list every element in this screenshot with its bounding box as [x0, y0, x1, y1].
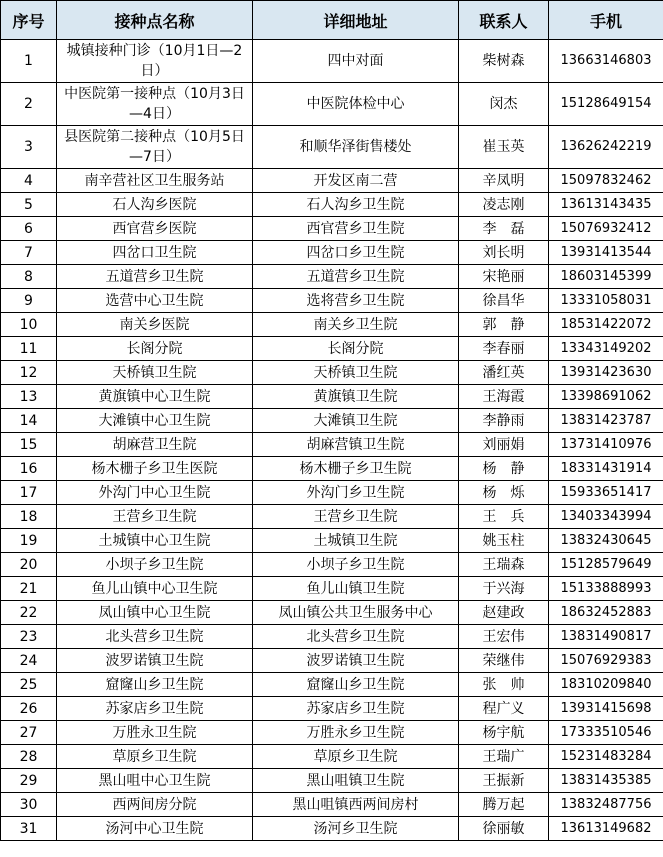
contact-person: 李春丽: [459, 337, 549, 361]
table-row: [1, 601, 663, 625]
phone-number: 13831423787: [549, 409, 663, 433]
header-site-name: 接种点名称: [57, 1, 253, 40]
contact-person: 李静雨: [459, 409, 549, 433]
site-name: 苏家店乡卫生院: [57, 697, 253, 721]
row-index: 30: [1, 793, 57, 817]
address: 大滩镇卫生院: [253, 409, 459, 433]
address: 四中对面: [253, 40, 459, 83]
contact-person: 程广义: [459, 697, 549, 721]
table-row: [1, 313, 663, 337]
phone-number: 13931415698: [549, 697, 663, 721]
table-row: [1, 625, 663, 649]
table-row: [1, 433, 663, 457]
site-name: 外沟门中心卫生院: [57, 481, 253, 505]
contact-person: 潘红英: [459, 361, 549, 385]
row-index: 3: [1, 126, 57, 169]
site-name: 汤河中心卫生院: [57, 817, 253, 841]
address: 黑山咀镇卫生院: [253, 769, 459, 793]
contact-person: 赵建政: [459, 601, 549, 625]
row-index: 9: [1, 289, 57, 313]
contact-person: 杨 烁: [459, 481, 549, 505]
table-row: [1, 169, 663, 193]
phone-number: 13831435385: [549, 769, 663, 793]
site-name: 土城镇中心卫生院: [57, 529, 253, 553]
site-name: 四岔口卫生院: [57, 241, 253, 265]
site-name: 鱼儿山镇中心卫生院: [57, 577, 253, 601]
phone-number: 13832487756: [549, 793, 663, 817]
header-phone: 手机: [549, 1, 663, 40]
address: 汤河乡卫生院: [253, 817, 459, 841]
row-index: 16: [1, 457, 57, 481]
site-name: 石人沟乡医院: [57, 193, 253, 217]
site-name: 胡麻营卫生院: [57, 433, 253, 457]
row-index: 10: [1, 313, 57, 337]
table-row: [1, 289, 663, 313]
phone-number: 15231483284: [549, 745, 663, 769]
row-index: 7: [1, 241, 57, 265]
site-name: 窟窿山乡卫生院: [57, 673, 253, 697]
contact-person: 辛凤明: [459, 169, 549, 193]
table-row: [1, 385, 663, 409]
address: 石人沟乡卫生院: [253, 193, 459, 217]
phone-number: 18310209840: [549, 673, 663, 697]
row-index: 18: [1, 505, 57, 529]
table-row: [1, 577, 663, 601]
contact-person: 王振新: [459, 769, 549, 793]
header-row: [1, 1, 663, 40]
contact-person: 徐丽敏: [459, 817, 549, 841]
site-name: 杨木栅子乡卫生医院: [57, 457, 253, 481]
phone-number: 13626242219: [549, 126, 663, 169]
contact-person: 徐昌华: [459, 289, 549, 313]
site-name: 北头营乡卫生院: [57, 625, 253, 649]
address: 杨木栅子乡卫生院: [253, 457, 459, 481]
address: 南关乡卫生院: [253, 313, 459, 337]
contact-person: 崔玉英: [459, 126, 549, 169]
phone-number: 15097832462: [549, 169, 663, 193]
address: 鱼儿山镇卫生院: [253, 577, 459, 601]
site-name: 万胜永卫生院: [57, 721, 253, 745]
address: 中医院体检中心: [253, 83, 459, 126]
table-row: [1, 481, 663, 505]
row-index: 5: [1, 193, 57, 217]
address: 开发区南二营: [253, 169, 459, 193]
table-row: [1, 217, 663, 241]
address: 凤山镇公共卫生服务中心: [253, 601, 459, 625]
table-row: [1, 697, 663, 721]
contact-person: 荣继伟: [459, 649, 549, 673]
phone-number: 13398691062: [549, 385, 663, 409]
table-row: [1, 649, 663, 673]
row-index: 19: [1, 529, 57, 553]
contact-person: 王宏伟: [459, 625, 549, 649]
contact-person: 于兴海: [459, 577, 549, 601]
row-index: 17: [1, 481, 57, 505]
site-name: 王营乡卫生院: [57, 505, 253, 529]
address: 土城镇卫生院: [253, 529, 459, 553]
site-name: 西官营乡医院: [57, 217, 253, 241]
row-index: 13: [1, 385, 57, 409]
contact-person: 张 帅: [459, 673, 549, 697]
site-name: 草原乡卫生院: [57, 745, 253, 769]
phone-number: 18531422072: [549, 313, 663, 337]
site-name: 长阁分院: [57, 337, 253, 361]
address: 波罗诺镇卫生院: [253, 649, 459, 673]
contact-person: 杨 静: [459, 457, 549, 481]
site-name: 南关乡医院: [57, 313, 253, 337]
table-row: [1, 745, 663, 769]
address: 苏家店乡卫生院: [253, 697, 459, 721]
table-row: [1, 793, 663, 817]
contact-person: 宋艳丽: [459, 265, 549, 289]
contact-person: 王 兵: [459, 505, 549, 529]
contact-person: 杨宇航: [459, 721, 549, 745]
phone-number: 13931413544: [549, 241, 663, 265]
phone-number: 13403343994: [549, 505, 663, 529]
contact-person: 王海霞: [459, 385, 549, 409]
row-index: 25: [1, 673, 57, 697]
header-contact: 联系人: [459, 1, 549, 40]
site-name: 黄旗镇中心卫生院: [57, 385, 253, 409]
row-index: 29: [1, 769, 57, 793]
phone-number: 15133888993: [549, 577, 663, 601]
phone-number: 15128579649: [549, 553, 663, 577]
site-name: 天桥镇卫生院: [57, 361, 253, 385]
site-name: 西两间房分院: [57, 793, 253, 817]
contact-person: 刘丽娟: [459, 433, 549, 457]
row-index: 11: [1, 337, 57, 361]
site-name: 小坝子乡卫生院: [57, 553, 253, 577]
phone-number: 13931423630: [549, 361, 663, 385]
phone-number: 13663146803: [549, 40, 663, 83]
row-index: 24: [1, 649, 57, 673]
site-name: 中医院第一接种点（10月3日—4日）: [57, 83, 253, 126]
phone-number: 18603145399: [549, 265, 663, 289]
row-index: 2: [1, 83, 57, 126]
contact-person: 王瑞森: [459, 553, 549, 577]
site-name: 波罗诺镇卫生院: [57, 649, 253, 673]
address: 草原乡卫生院: [253, 745, 459, 769]
site-name: 县医院第二接种点（10月5日—7日）: [57, 126, 253, 169]
contact-person: 腾万起: [459, 793, 549, 817]
header-index: 序号: [1, 1, 57, 40]
site-name: 黑山咀中心卫生院: [57, 769, 253, 793]
row-index: 12: [1, 361, 57, 385]
phone-number: 18331431914: [549, 457, 663, 481]
contact-person: 郭 静: [459, 313, 549, 337]
row-index: 15: [1, 433, 57, 457]
contact-person: 李 磊: [459, 217, 549, 241]
contact-person: 柴树森: [459, 40, 549, 83]
address: 胡麻营镇卫生院: [253, 433, 459, 457]
row-index: 14: [1, 409, 57, 433]
table-row: [1, 265, 663, 289]
row-index: 21: [1, 577, 57, 601]
table-row: [1, 241, 663, 265]
phone-number: 13731410976: [549, 433, 663, 457]
address: 外沟门乡卫生院: [253, 481, 459, 505]
address: 选将营乡卫生院: [253, 289, 459, 313]
table-row: [1, 361, 663, 385]
phone-number: 13331058031: [549, 289, 663, 313]
phone-number: 15128649154: [549, 83, 663, 126]
address: 黄旗镇卫生院: [253, 385, 459, 409]
phone-number: 15933651417: [549, 481, 663, 505]
table-row: [1, 529, 663, 553]
table-row: [1, 505, 663, 529]
contact-person: 王瑞广: [459, 745, 549, 769]
address: 窟窿山乡卫生院: [253, 673, 459, 697]
table-row: [1, 83, 663, 126]
contact-person: 刘长明: [459, 241, 549, 265]
site-name: 凤山镇中心卫生院: [57, 601, 253, 625]
site-name: 五道营乡卫生院: [57, 265, 253, 289]
address: 王营乡卫生院: [253, 505, 459, 529]
address: 万胜永乡卫生院: [253, 721, 459, 745]
table-row: [1, 337, 663, 361]
table-row: [1, 193, 663, 217]
row-index: 4: [1, 169, 57, 193]
table-row: [1, 769, 663, 793]
address: 天桥镇卫生院: [253, 361, 459, 385]
row-index: 31: [1, 817, 57, 841]
table-row: [1, 553, 663, 577]
row-index: 23: [1, 625, 57, 649]
row-index: 8: [1, 265, 57, 289]
phone-number: 15076929383: [549, 649, 663, 673]
table-row: [1, 126, 663, 169]
contact-person: 姚玉柱: [459, 529, 549, 553]
site-name: 选营中心卫生院: [57, 289, 253, 313]
header-address: 详细地址: [253, 1, 459, 40]
row-index: 27: [1, 721, 57, 745]
row-index: 6: [1, 217, 57, 241]
table-row: [1, 817, 663, 841]
phone-number: 15076932412: [549, 217, 663, 241]
table-row: [1, 673, 663, 697]
phone-number: 13613143435: [549, 193, 663, 217]
row-index: 20: [1, 553, 57, 577]
row-index: 1: [1, 40, 57, 83]
row-index: 28: [1, 745, 57, 769]
row-index: 26: [1, 697, 57, 721]
table-row: [1, 721, 663, 745]
address: 小坝子乡卫生院: [253, 553, 459, 577]
phone-number: 13831490817: [549, 625, 663, 649]
row-index: 22: [1, 601, 57, 625]
address: 五道营乡卫生院: [253, 265, 459, 289]
address: 黑山咀镇西两间房村: [253, 793, 459, 817]
address: 和顺华泽街售楼处: [253, 126, 459, 169]
site-name: 城镇接种门诊（10月1日—2日）: [57, 40, 253, 83]
contact-person: 凌志刚: [459, 193, 549, 217]
address: 西官营乡卫生院: [253, 217, 459, 241]
phone-number: 18632452883: [549, 601, 663, 625]
table-row: [1, 457, 663, 481]
table-row: [1, 409, 663, 433]
table-row: [1, 40, 663, 83]
contact-person: 闵杰: [459, 83, 549, 126]
phone-number: 17333510546: [549, 721, 663, 745]
phone-number: 13613149682: [549, 817, 663, 841]
site-name: 大滩镇中心卫生院: [57, 409, 253, 433]
phone-number: 13832430645: [549, 529, 663, 553]
address: 长阁分院: [253, 337, 459, 361]
phone-number: 13343149202: [549, 337, 663, 361]
address: 四岔口乡卫生院: [253, 241, 459, 265]
site-name: 南辛营社区卫生服务站: [57, 169, 253, 193]
address: 北头营乡卫生院: [253, 625, 459, 649]
